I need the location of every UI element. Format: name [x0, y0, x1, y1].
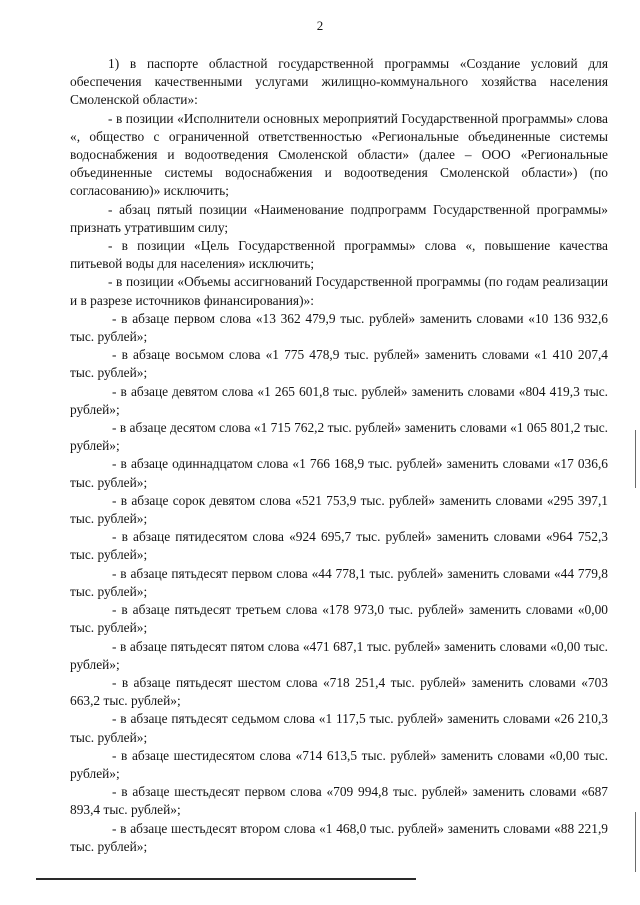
list-item: - в абзаце одиннадцатом слова «1 766 168,9 тыс. рублей» заменить словами «17 036,6 тыс. рублей»; [70, 456, 608, 490]
paragraph-subprograms: - абзац пятый позиции «Наименование подпрограмм Государственной программы» признать утратившим силу; [70, 201, 608, 235]
paragraph-funding: - в позиции «Объемы ассигнований Государственной программы (по годам реализации и в разрезе источников финансирования)»: [70, 274, 608, 308]
scan-edge-mark [635, 430, 636, 488]
list-item: - в абзаце пятидесятом слова «924 695,7 тыс. рублей» заменить словами «964 752,3 тыс. рублей»; [70, 529, 608, 563]
footer-rule [36, 878, 416, 880]
list-item: - в абзаце пятьдесят первом слова «44 778,1 тыс. рублей» заменить словами «44 779,8 тыс. рублей»; [70, 565, 608, 599]
list-item: - в абзаце шестьдесят первом слова «709 994,8 тыс. рублей» заменить словами «687 893,4 тыс. рублей»; [70, 784, 608, 818]
list-item: - в абзаце пятьдесят пятом слова «471 687,1 тыс. рублей» заменить словами «0,00 тыс. рублей»; [70, 638, 608, 672]
list-item: - в абзаце шестьдесят втором слова «1 468,0 тыс. рублей» заменить словами «88 221,9 тыс. рублей»; [70, 820, 608, 854]
list-item: - в абзаце пятьдесят третьем слова «178 973,0 тыс. рублей» заменить словами «0,00 тыс. рублей»; [70, 602, 608, 636]
document-body [70, 55, 608, 856]
list-item: - в абзаце шестидесятом слова «714 613,5 тыс. рублей» заменить словами «0,00 тыс. рублей»; [70, 747, 608, 781]
paragraph-goal: - в позиции «Цель Государственной программы» слова «, повышение качества питьевой воды для населения» исключить; [70, 238, 608, 272]
paragraph-passport-amendment: 1) в паспорте областной государственной программы «Создание условий для обеспечения качественными услугами жилищно-коммунального хозяйства населения Смоленской области»: [70, 56, 608, 108]
list-item: - в абзаце десятом слова «1 715 762,2 тыс. рублей» заменить словами «1 065 801,2 тыс. рублей»; [70, 420, 608, 454]
page-number: 2 [316, 18, 324, 33]
list-item: - в абзаце пятьдесят шестом слова «718 251,4 тыс. рублей» заменить словами «703 663,2 тыс. рублей»; [70, 674, 608, 709]
scan-edge-mark [635, 812, 636, 872]
list-item: - в абзаце пятьдесят седьмом слова «1 117,5 тыс. рублей» заменить словами «26 210,3 тыс. рублей»; [70, 711, 608, 745]
paragraph-executors: - в позиции «Исполнители основных мероприятий Государственной программы» слова «, общество с ограниченной ответственностью «Региональные объединенные системы водоснабжения и водоотведения Смоленской области» (далее – ООО «Региональные объединенные системы водоснабжения и водоотведения Смоленской области») (по согласованию)» исключить; [70, 110, 608, 199]
list-item: - в абзаце восьмом слова «1 775 478,9 тыс. рублей» заменить словами «1 410 207,4 тыс. рублей»; [70, 347, 608, 381]
list-item: - в абзаце сорок девятом слова «521 753,9 тыс. рублей» заменить словами «295 397,1 тыс. рублей»; [70, 492, 608, 527]
list-item: - в абзаце первом слова «13 362 479,9 тыс. рублей» заменить словами «10 136 932,6 тыс. рублей»; [70, 310, 608, 345]
list-item: - в абзаце девятом слова «1 265 601,8 тыс. рублей» заменить словами «804 419,3 тыс. рублей»; [70, 383, 608, 417]
